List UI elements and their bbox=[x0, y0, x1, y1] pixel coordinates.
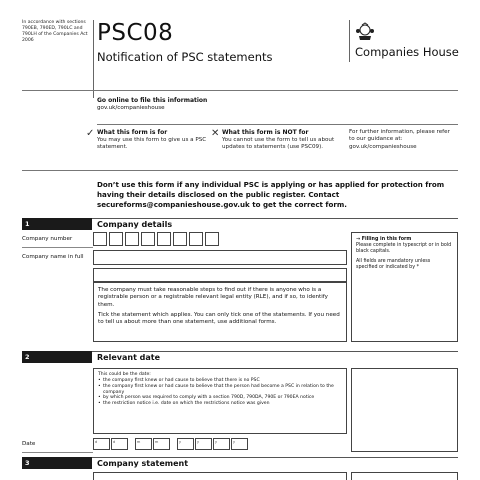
date-day-cell[interactable]: d bbox=[93, 438, 110, 450]
header-divider bbox=[93, 20, 94, 98]
divider bbox=[97, 124, 458, 125]
date-criteria-list bbox=[98, 378, 342, 407]
date-month-cell[interactable]: m bbox=[153, 438, 170, 450]
filling-guidance-box bbox=[351, 232, 458, 342]
info-paragraph: Tick the statement which applies. You can only tick one of the statements. If you need to tell us about more than one statement, use additional forms. bbox=[98, 311, 340, 326]
online-title: Go online to file this information bbox=[97, 97, 208, 104]
guidance-title: → Filling in this form bbox=[356, 237, 412, 242]
section-title: Company details bbox=[97, 220, 173, 229]
section-number: 2 bbox=[22, 351, 92, 363]
relevant-date-info bbox=[93, 368, 347, 434]
list-item: • the restriction notice i.e. date on which the restrictions notice was given bbox=[98, 401, 342, 407]
list-item: • by which person was required to comply with a section 790D, 790DA, 790E or 790EA notice bbox=[98, 395, 342, 401]
date-year-cell[interactable]: y bbox=[195, 438, 212, 450]
tick-icon: ✓ bbox=[86, 128, 95, 139]
guidance-text: Please complete in typescript or in bold black capitals. bbox=[356, 243, 452, 254]
form-title: Notification of PSC statements bbox=[97, 50, 273, 64]
date-month-cell[interactable]: m bbox=[135, 438, 152, 450]
date-year-cell[interactable]: y bbox=[177, 438, 194, 450]
side-notes-box bbox=[351, 368, 458, 452]
company-number-digit[interactable] bbox=[109, 232, 123, 246]
organisation-name: Companies House bbox=[355, 45, 459, 59]
form-code: PSC08 bbox=[97, 20, 174, 46]
side-notes-box bbox=[351, 472, 458, 480]
section-title: Relevant date bbox=[97, 353, 161, 362]
form-not-for-title: What this form is NOT for bbox=[222, 129, 309, 136]
royal-crest-icon bbox=[355, 22, 375, 42]
company-number-digit[interactable] bbox=[189, 232, 203, 246]
label-underline bbox=[22, 452, 93, 453]
date-year-cell[interactable]: y bbox=[213, 438, 230, 450]
company-name-input[interactable] bbox=[93, 250, 347, 265]
divider bbox=[22, 90, 458, 91]
label-underline bbox=[22, 247, 93, 248]
form-not-for-text: You cannot use the form to tell us about updates to statements (use PSC09). bbox=[222, 137, 335, 151]
date-intro: This could be the date: bbox=[98, 372, 151, 377]
form-for-text: You may use this form to give us a PSC statement. bbox=[97, 137, 207, 151]
reasonable-steps-info bbox=[93, 282, 347, 342]
date-day-cell[interactable]: d bbox=[111, 438, 128, 450]
company-number-label: Company number bbox=[22, 236, 73, 242]
form-for-column bbox=[97, 129, 207, 152]
list-item: • the company first knew or had cause to believe that there is no PSC bbox=[98, 378, 342, 384]
guidance-mandatory: All fields are mandatory unless specified or indicated by * bbox=[356, 259, 431, 270]
divider bbox=[22, 170, 458, 171]
warning-notice: Don’t use this form if any individual PSC is applying or has applied for protection from having their details disclosed on the public register. Contact secureforms@companieshouse.gov.uk to get the correct form. bbox=[97, 180, 445, 209]
further-info-column bbox=[349, 129, 457, 151]
form-for-title: What this form is for bbox=[97, 129, 168, 136]
further-info-text: For further information, please refer to our guidance at: gov.uk/companieshouse bbox=[349, 129, 450, 150]
online-link[interactable]: gov.uk/companieshouse bbox=[97, 105, 165, 111]
info-paragraph: The company must take reasonable steps to find out if there is anyone who is a registrable person or a registrable relevant legal entity (RLE), and if so, to identify them. bbox=[98, 287, 328, 308]
date-year-cell[interactable]: y bbox=[231, 438, 248, 450]
section-number: 3 bbox=[22, 457, 92, 469]
statement-box[interactable] bbox=[93, 472, 347, 480]
form-not-for-column bbox=[222, 129, 340, 152]
section-title: Company statement bbox=[97, 459, 189, 468]
company-number-digit[interactable] bbox=[125, 232, 139, 246]
section-number: 1 bbox=[22, 218, 92, 230]
company-number-digit[interactable] bbox=[93, 232, 107, 246]
cross-icon: ✕ bbox=[211, 128, 220, 139]
date-label: Date bbox=[22, 441, 36, 447]
logo-divider bbox=[349, 20, 350, 62]
company-number-digit[interactable] bbox=[173, 232, 187, 246]
company-number-digit[interactable] bbox=[205, 232, 219, 246]
company-name-label: Company name in full bbox=[22, 254, 84, 260]
company-number-digit[interactable] bbox=[157, 232, 171, 246]
legal-reference: In accordance with sections 790EB, 790ED, 790LC and 790LH of the Companies Act 2006 bbox=[22, 20, 88, 43]
list-item: • the company first knew or had cause to believe that the person had become a PSC in relation to the company bbox=[98, 384, 342, 396]
company-number-digit[interactable] bbox=[141, 232, 155, 246]
company-name-input-line2[interactable] bbox=[93, 268, 347, 282]
